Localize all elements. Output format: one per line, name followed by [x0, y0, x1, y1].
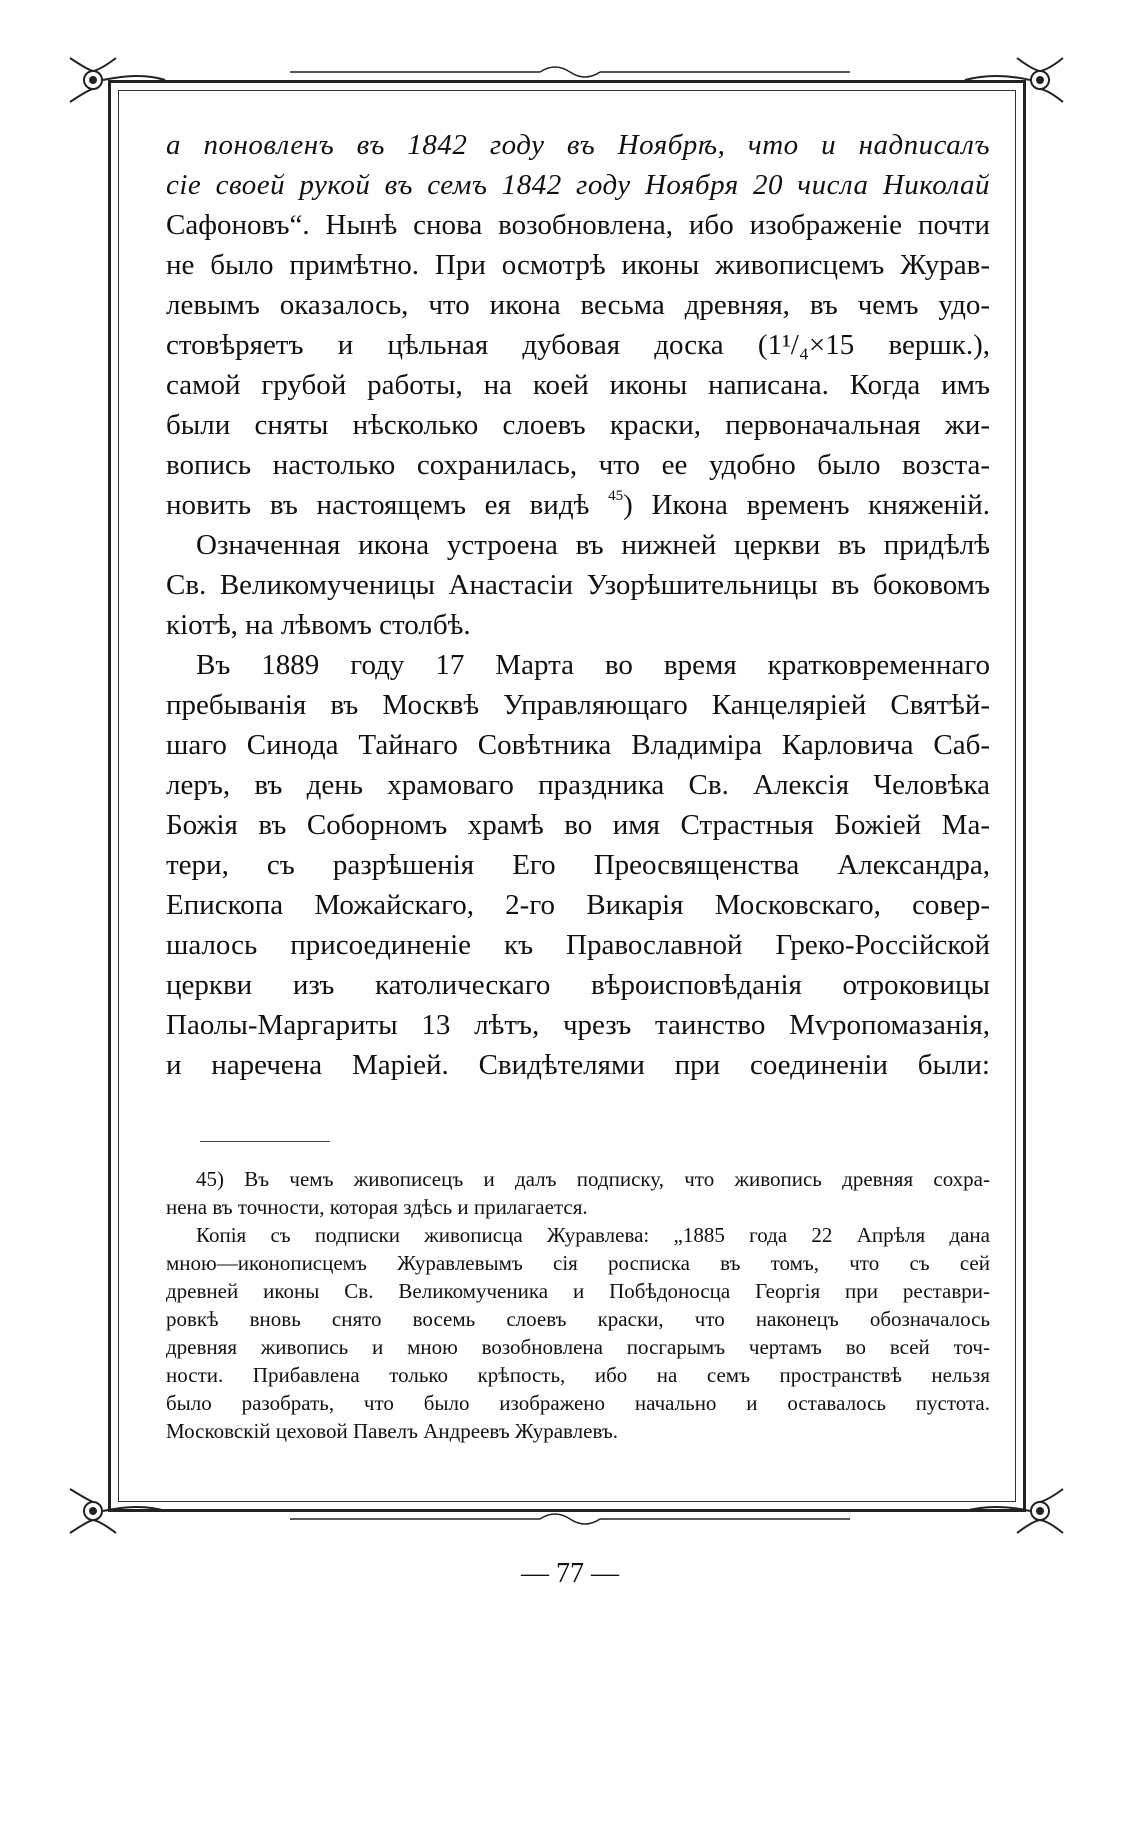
text-line-end: ) Икона временъ княженій. — [623, 489, 990, 521]
top-left-ornament — [70, 58, 165, 102]
footnote-line: древней иконы Св. Великомученика и Побѣдоносца Георгія при реставри- — [166, 1279, 990, 1303]
text-line: шаго Синода Тайнаго Совѣтника Владиміра Карловича Саб- — [166, 729, 990, 761]
footnote-line: было разобрать, что было изображено начально и оставалось пустота. — [166, 1391, 990, 1415]
bottom-left-ornament — [70, 1489, 165, 1533]
footnote-line: Копія съ подписки живописца Журавлева: „1885 года 22 Апрѣля дана — [196, 1223, 990, 1247]
top-center-ornament — [290, 67, 850, 77]
text-line: стовѣряетъ и цѣльная дубовая доска (1¹/₄×15 вершк.), — [166, 329, 990, 361]
footnote-line: ности. Прибавлена только крѣпость, ибо на семъ пространствѣ нельзя — [166, 1363, 990, 1387]
text-line: вопись настолько сохранилась, что ее удобно было возста- — [166, 449, 990, 481]
text-line: не было примѣтно. При осмотрѣ иконы живописцемъ Журав- — [166, 249, 990, 281]
text-line: Означенная икона устроена въ нижней церкви въ придѣлѣ — [196, 529, 990, 561]
text-line: шалось присоединеніе къ Православной Греко-Россійской — [166, 929, 990, 961]
main-text — [166, 125, 990, 1085]
text-line: самой грубой работы, на коей иконы написана. Когда имъ — [166, 369, 990, 401]
text-line: церкви изъ католическаго вѣроисповѣданія отроковицы — [166, 969, 990, 1001]
footnotes — [166, 1165, 990, 1445]
text-line: тери, съ разрѣшенія Его Преосвященства Александра, — [166, 849, 990, 881]
page-number: — 77 — — [521, 1558, 619, 1589]
footnote-line: мною—иконописцемъ Журавлевымъ сія росписка въ томъ, что съ сей — [166, 1251, 990, 1275]
text-line: Божія въ Соборномъ храмѣ во имя Страстныя Божіей Ма- — [166, 809, 990, 841]
bottom-right-ornament — [965, 1489, 1063, 1533]
footnote-line: нена въ точности, которая здѣсь и прилагается. — [166, 1195, 588, 1219]
footnote-line: Московскій цеховой Павелъ Андреевъ Журавлевъ. — [166, 1419, 618, 1443]
text-line: леръ, въ день храмоваго праздника Св. Алексія Человѣка — [166, 769, 990, 801]
text-line: пребыванія въ Москвѣ Управляющаго Канцеляріей Святѣй- — [166, 689, 990, 721]
text-line: и наречена Маріей. Свидѣтелями при соединеніи были: — [166, 1049, 990, 1081]
text-line: были сняты нѣсколько слоевъ краски, первоначальная жи- — [166, 409, 990, 441]
text-line-with-footnote — [166, 485, 990, 525]
text-line: Паолы-Маргариты 13 лѣтъ, чрезъ таинство Мѵропомазанія, — [166, 1009, 990, 1041]
bottom-center-ornament — [290, 1514, 850, 1524]
text-line: Св. Великомученицы Анастасіи Узорѣшительницы въ боковомъ — [166, 569, 990, 601]
footnote-line: ровкѣ вновь снято восемь слоевъ краски, что наконецъ обозначалось — [166, 1307, 990, 1331]
text-line: сіе своей рукой въ семъ 1842 году Ноября 20 числа Николай — [166, 169, 990, 201]
text-line: а поновленъ въ 1842 году въ Ноябрѣ, что и надписалъ — [166, 129, 990, 161]
text-line: левымъ оказалось, что икона весьма древняя, въ чемъ удо- — [166, 289, 990, 321]
footnote-reference[interactable]: 45 — [608, 488, 624, 504]
text-line: Въ 1889 году 17 Марта во время кратковременнаго — [196, 649, 990, 681]
text-line: кіотѣ, на лѣвомъ столбѣ. — [166, 609, 471, 641]
text-line-start: новить въ настоящемъ ея видѣ — [166, 489, 590, 521]
text-line: Сафоновъ“. Нынѣ снова возобновлена, ибо изображеніе почти — [166, 209, 990, 241]
footnote-line: древняя живопись и мною возобновлена посгарымъ чертамъ во всей точ- — [166, 1335, 990, 1359]
top-right-ornament — [965, 58, 1063, 102]
footnote-line: 45) Въ чемъ живописецъ и далъ подписку, что живопись древняя сохра- — [196, 1167, 990, 1191]
text-line: Епископа Можайскаго, 2-го Викарія Московскаго, совер- — [166, 889, 990, 921]
footnote-divider — [200, 1141, 330, 1142]
